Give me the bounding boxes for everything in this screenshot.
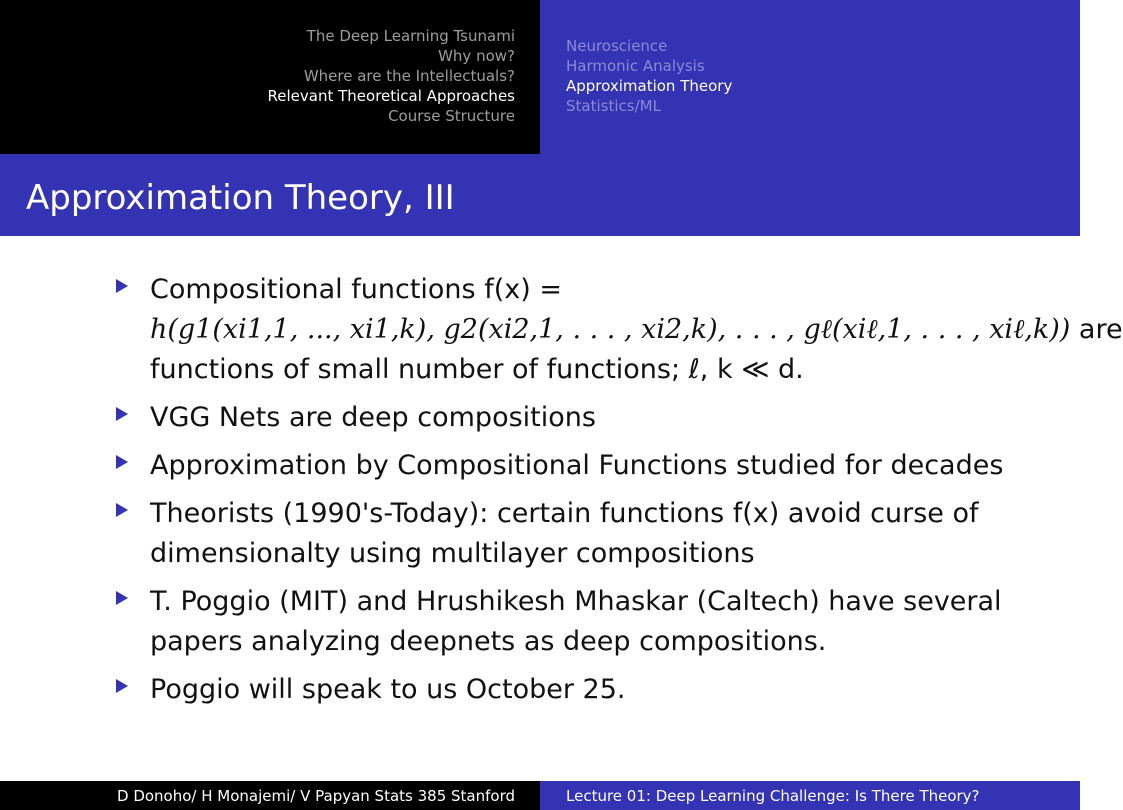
bullet-item: [0, 670, 1080, 710]
bullet-formula-line-1: Compositional functions f(x) =: [150, 274, 562, 305]
nav-section-theoretical-approaches[interactable]: Relevant Theoretical Approaches: [267, 87, 515, 105]
bullet-text: VGG Nets are deep compositions: [150, 402, 596, 433]
nav-subsection-neuroscience[interactable]: Neuroscience: [566, 37, 668, 55]
footer-lecture-title: Lecture 01: Deep Learning Challenge: Is There Theory?: [566, 787, 980, 805]
nav-section-intellectuals[interactable]: Where are the Intellectuals?: [303, 67, 515, 85]
bullet-text: Theorists (1990's-Today): certain functions f(x) avoid curse of dimensionalty using multilayer compositions: [150, 498, 979, 569]
section-nav: [268, 26, 515, 126]
bullet-text: [150, 270, 1123, 390]
bullet-arrow-icon: [116, 279, 128, 293]
header-sections-panel: [0, 0, 540, 154]
formula-suffix: are: [1078, 314, 1123, 345]
slide-title: Approximation Theory, III: [26, 178, 455, 218]
header-subsections-panel: [540, 0, 1080, 154]
slide-content: [0, 270, 1123, 718]
bullet-formula-line-3: functions of small number of functions; ℓ, k ≪ d.: [150, 354, 804, 385]
bullet-text: Approximation by Compositional Functions studied for decades: [150, 450, 1004, 481]
composition-formula: h(g1(xi1,1, ..., xi1,k), g2(xi2,1, . . . , xi2,k), . . . , gℓ(xiℓ,1, . . . , xiℓ,k)): [150, 314, 1071, 345]
nav-section-course-structure[interactable]: Course Structure: [388, 107, 515, 125]
bullet-formula-line-2: [150, 310, 1123, 350]
footer-authors-panel: [0, 781, 540, 810]
bullet-item: [0, 270, 1123, 390]
nav-subsection-harmonic-analysis[interactable]: Harmonic Analysis: [566, 57, 705, 75]
bullet-item: [0, 582, 1080, 662]
footer-lecture-panel: [540, 781, 1080, 810]
nav-subsection-approximation-theory[interactable]: Approximation Theory: [566, 77, 733, 95]
bullet-arrow-icon: [116, 679, 128, 693]
nav-subsection-statistics-ml[interactable]: Statistics/ML: [566, 97, 661, 115]
nav-section-deep-learning-tsunami[interactable]: The Deep Learning Tsunami: [306, 27, 515, 45]
bullet-text: Poggio will speak to us October 25.: [150, 674, 626, 705]
nav-section-why-now[interactable]: Why now?: [438, 47, 515, 65]
bullet-item: [0, 398, 1080, 438]
bullet-item: [0, 494, 1080, 574]
bullet-arrow-icon: [116, 503, 128, 517]
bullet-item: [0, 446, 1080, 486]
subsection-nav: [566, 36, 732, 116]
footer-authors: D Donoho/ H Monajemi/ V Papyan Stats 385 Stanford: [117, 787, 515, 805]
bullet-arrow-icon: [116, 591, 128, 605]
bullet-text: T. Poggio (MIT) and Hrushikesh Mhaskar (Caltech) have several papers analyzing deepnets as deep compositions.: [150, 586, 1002, 657]
bullet-arrow-icon: [116, 455, 128, 469]
bullet-arrow-icon: [116, 407, 128, 421]
